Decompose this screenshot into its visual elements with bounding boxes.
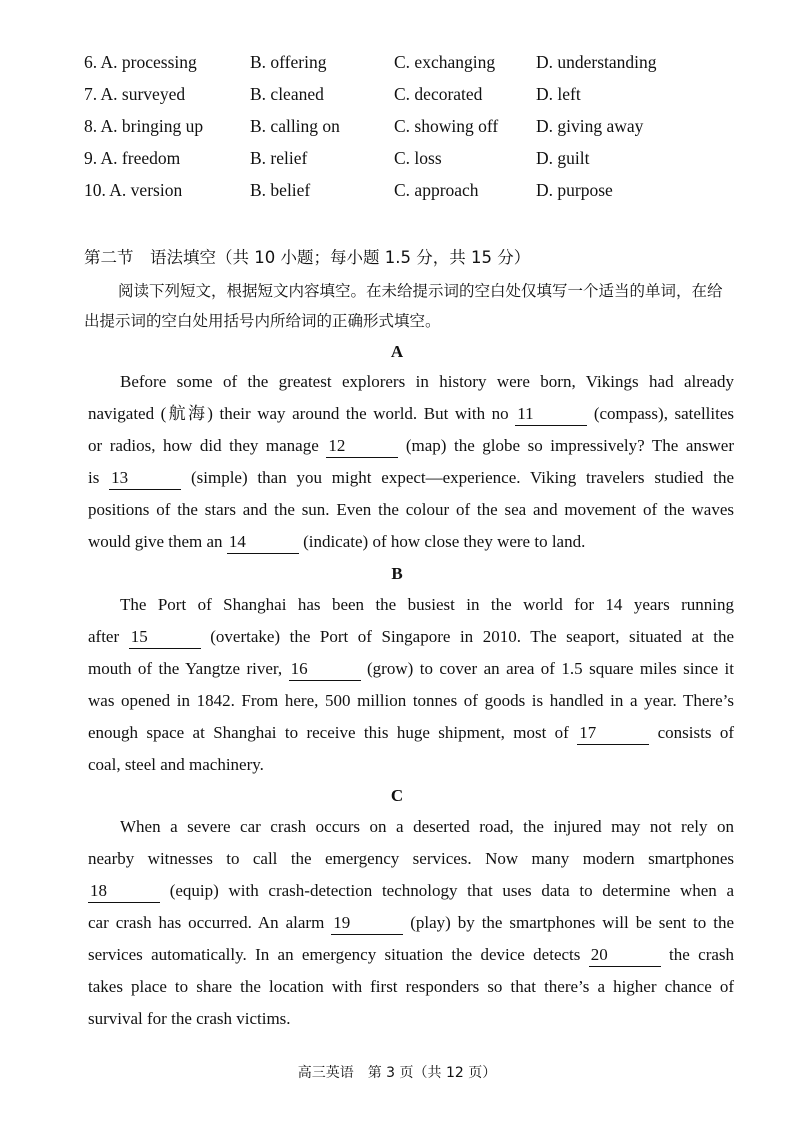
blank-19[interactable]: 19 <box>331 912 403 935</box>
option-d: D. guilt <box>536 148 590 168</box>
text-segment: (indicate) of how close they were to land. <box>303 532 586 551</box>
text-segment: (play) by the smartphones will be sent to the <box>410 913 734 932</box>
option-d: D. giving away <box>536 116 644 136</box>
option-row <box>84 84 724 116</box>
passage-label-a: A <box>390 342 404 361</box>
passage-c <box>88 811 734 1035</box>
option-c: C. approach <box>394 180 479 200</box>
text-segment: or radios, how did they manage <box>88 436 319 455</box>
option-c: C. exchanging <box>394 52 496 72</box>
options-table <box>84 52 724 212</box>
text-segment: after <box>88 627 120 646</box>
blank-12[interactable]: 12 <box>326 435 398 458</box>
passage-a <box>88 366 734 558</box>
option-b: B. relief <box>250 148 308 168</box>
text-segment: enough space at Shanghai to receive this huge shipment, most of <box>88 723 569 742</box>
text-segment: (equip) with crash-detection technology that uses data to determine when a <box>169 881 735 900</box>
option-d: D. understanding <box>536 52 657 72</box>
option-a: 9. A. freedom <box>84 148 181 168</box>
blank-13[interactable]: 13 <box>109 467 181 490</box>
passage-label-c: C <box>390 786 404 805</box>
option-b: B. cleaned <box>250 84 324 104</box>
text-segment: navigated (航海) their way around the world. But with no <box>88 404 509 423</box>
text-line <box>88 653 734 685</box>
option-c: C. loss <box>394 148 442 168</box>
option-a: 7. A. surveyed <box>84 84 186 104</box>
text-segment: would give them an <box>88 532 223 551</box>
text-line: coal, steel and machinery. <box>88 755 264 774</box>
text-line: takes place to share the location with first responders so that there’s a higher chance of <box>88 977 734 996</box>
section-instructions: 阅读下列短文，根据短文内容填空。在未给提示词的空白处仅填写一个适当的单词，在给出提示词的空白处用括号内所给词的正确形式填空。 <box>84 282 723 330</box>
text-line <box>88 907 734 939</box>
blank-17[interactable]: 17 <box>577 722 649 745</box>
text-line: nearby witnesses to call the emergency services. Now many modern smartphones <box>88 849 734 868</box>
blank-18[interactable]: 18 <box>88 880 160 903</box>
option-row <box>84 116 724 148</box>
option-c: C. decorated <box>394 84 483 104</box>
passage-label-b: B <box>391 564 403 583</box>
text-segment: the crash <box>669 945 735 964</box>
option-b: B. offering <box>250 52 327 72</box>
text-segment: (overtake) the Port of Singapore in 2010. The seaport, situated at the <box>210 627 735 646</box>
option-row <box>84 52 724 84</box>
text-line: Before some of the greatest explorers in history were born, Vikings had already <box>120 372 734 391</box>
option-b: B. belief <box>250 180 311 200</box>
blank-14[interactable]: 14 <box>227 531 299 554</box>
text-line <box>88 526 734 558</box>
text-segment: (compass), satellites <box>593 404 735 423</box>
text-segment: (grow) to cover an area of 1.5 square miles since it <box>367 659 735 678</box>
text-segment: consists of <box>657 723 735 742</box>
text-segment: car crash has occurred. An alarm <box>88 913 325 932</box>
blank-16[interactable]: 16 <box>289 658 361 681</box>
text-line: When a severe car crash occurs on a deserted road, the injured may not rely on <box>120 817 734 836</box>
blank-20[interactable]: 20 <box>589 944 661 967</box>
section-title: 第二节 语法填空（共 10 小题；每小题 1.5 分，共 15 分） <box>84 248 531 267</box>
text-line <box>88 621 734 653</box>
option-a: 8. A. bringing up <box>84 116 204 136</box>
text-line <box>88 939 734 971</box>
text-segment: mouth of the Yangtze river, <box>88 659 283 678</box>
option-d: D. purpose <box>536 180 613 200</box>
blank-15[interactable]: 15 <box>129 626 201 649</box>
passage-b <box>88 589 734 781</box>
text-line: survival for the crash victims. <box>88 1009 291 1028</box>
text-line: was opened in 1842. From here, 500 million tonnes of goods is handled in a year. There’s <box>88 691 734 710</box>
blank-11[interactable]: 11 <box>515 403 587 426</box>
option-a: 6. A. processing <box>84 52 197 72</box>
text-line <box>88 717 734 749</box>
text-segment: is <box>88 468 100 487</box>
text-line <box>88 430 734 462</box>
text-line: The Port of Shanghai has been the busiest in the world for 14 years running <box>120 595 734 614</box>
option-d: D. left <box>536 84 581 104</box>
option-row <box>84 148 724 180</box>
text-line <box>88 398 734 430</box>
option-b: B. calling on <box>250 116 340 136</box>
option-row <box>84 180 724 212</box>
option-c: C. showing off <box>394 116 499 136</box>
text-line <box>88 875 734 907</box>
text-segment: (map) the globe so impressively? The answer <box>405 436 735 455</box>
page-footer: 高三英语 第 3 页（共 12 页） <box>297 1065 497 1081</box>
text-line <box>88 462 734 494</box>
text-line: positions of the stars and the sun. Even the colour of the sea and movement of the waves <box>88 500 734 519</box>
text-segment: (simple) than you might expect—experience. Viking travelers studied the <box>190 468 735 487</box>
text-segment: services automatically. In an emergency situation the device detects <box>88 945 581 964</box>
option-a: 10. A. version <box>84 180 183 200</box>
